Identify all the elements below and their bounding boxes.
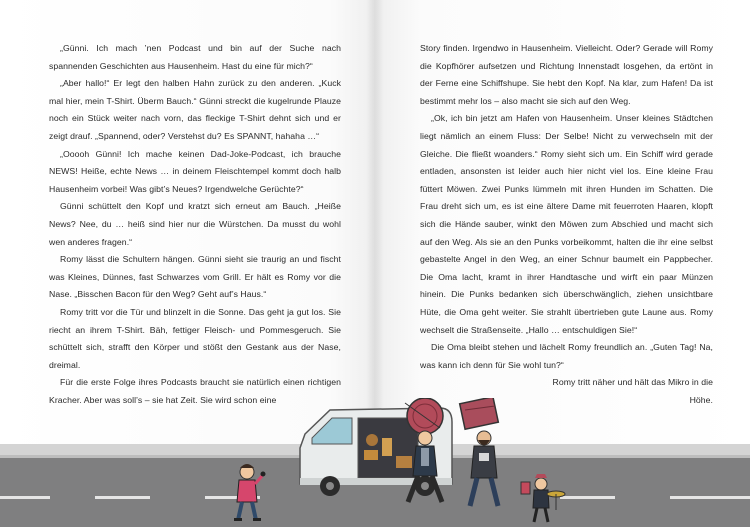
left-paragraph-3: „Ooooh Günni! Ich mache keinen Dad-Joke-Podcast, ich brauche NEWS! Heiße, echte News … in deinem Fleischtempel kommt doch halb Hausenheim vorbei! Was gibt’s Neues? Irgendwelche Gerüchte?“: [49, 148, 341, 194]
right-text-column: [420, 40, 713, 409]
left-paragraph-1: „Günni. Ich mach ’nen Podcast und bin auf der Suche nach spannenden Geschichten aus Hausenheim. Hast du eine für mich?“: [49, 43, 341, 71]
left-paragraph-5: Romy lässt die Schultern hängen. Günni sieht sie traurig an und fischt was Kleines, Dünnes, fast Schwarzes vom Grill. Er hält es Romy vor die Nase. „Bisschen Bacon für den Weg? Geht auf’s Haus.“: [49, 254, 341, 300]
characters-svg: [0, 398, 750, 527]
left-text-column: [49, 40, 341, 409]
bearded-mover-icon: [460, 398, 499, 506]
girl-with-microphone-icon: [234, 464, 266, 521]
street-illustration: [0, 398, 750, 527]
left-paragraph-2: „Aber hallo!“ Er legt den halben Hahn zurück zu den anderen. „Kuck mal hier, mein T-Shirt. Überm Bauch.“ Günni streckt die kugelrunde Plauze noch ein Stück weiter nach vorn, das fleckige T-Shirt dehnt sich und er zeigt drauf. „Spannend, oder? Verstehst du? Es SPANNT, hahaha …“: [49, 78, 341, 141]
left-paragraph-4: Günni schüttelt den Kopf und kratzt sich erneut am Bauch. „Heiße News? Nee, du … heiß sind hier nur die Würstchen. Da musst du wohl wen anderes fragen.“: [49, 201, 341, 247]
child-drummer-icon: [521, 474, 565, 522]
left-paragraph-7: Für die erste Folge ihres Podcasts braucht sie natürlich einen richtigen Kracher. Aber was soll’s – sie hat Zeit. Sie wird schon eine: [49, 377, 341, 405]
left-paragraph-6: Romy tritt vor die Tür und blinzelt in die Sonne. Das geht ja gut los. Sie riecht an ihrem T-Shirt. Bäh, fettiger Fleisch- und Pommesgeruch. Sie schüttelt sich, strafft den Körper und stößt den Gestank aus der Nase, dreimal.: [49, 306, 341, 370]
right-paragraph-1: Story finden. Irgendwo in Hausenheim. Vielleicht. Oder? Gerade will Romy die Kopfhörer aufsetzen und Richtung Innenstadt losgehen, da ertönt in der Ferne eine Schiffshupe. Sie hebt den Kopf. Na klar, zum Hafen! Da ist bestimmt mehr los – also macht sie sich auf den Weg.: [420, 43, 713, 106]
right-paragraph-3: Die Oma bleibt stehen und lächelt Romy freundlich an. „Guten Tag! Na, was kann ich denn für Sie wohl tun?“: [420, 342, 713, 370]
right-paragraph-4: Romy tritt näher und hält das Mikro in die Höhe.: [552, 377, 713, 405]
right-paragraph-2: „Ok, ich bin jetzt am Hafen von Hausenheim. Unser kleines Städtchen liegt nämlich an einem Fluss: Der Selbe! Nicht zu verwechseln mit der Gleiche. Die fließt woanders.“ Romy sieht sich um. Ein Schiff wird gerade entladen, ansonsten ist leider auch hier nicht viel los. Eine kleine Frau füttert Möwen. Zwei Punks lümmeln mit ihren Hunden im Schatten. Die Frau dreht sich um, es ist eine ältere Dame mit feuerroten Haaren, klopft sich die Hände sauber, winkt den Möwen zum Abschied und macht sich auf den Weg. Als sie an den Punks vorbeikommt, halten die ihr eine selbst gebastelte Angel in den Weg, an einer Schnur baumelt ein Pappbecher. Die Oma lacht, kramt in ihrer Handtasche und wirft ein paar Münzen hinein. Die Punks bedanken sich überschwänglich, ziehen unsichtbare Hüte, die Oma geht weiter. Sie strahlt übertrieben gute Laune aus. Romy wechselt die Straßenseite. „Hallo … entschuldigen Sie!“: [420, 113, 713, 335]
